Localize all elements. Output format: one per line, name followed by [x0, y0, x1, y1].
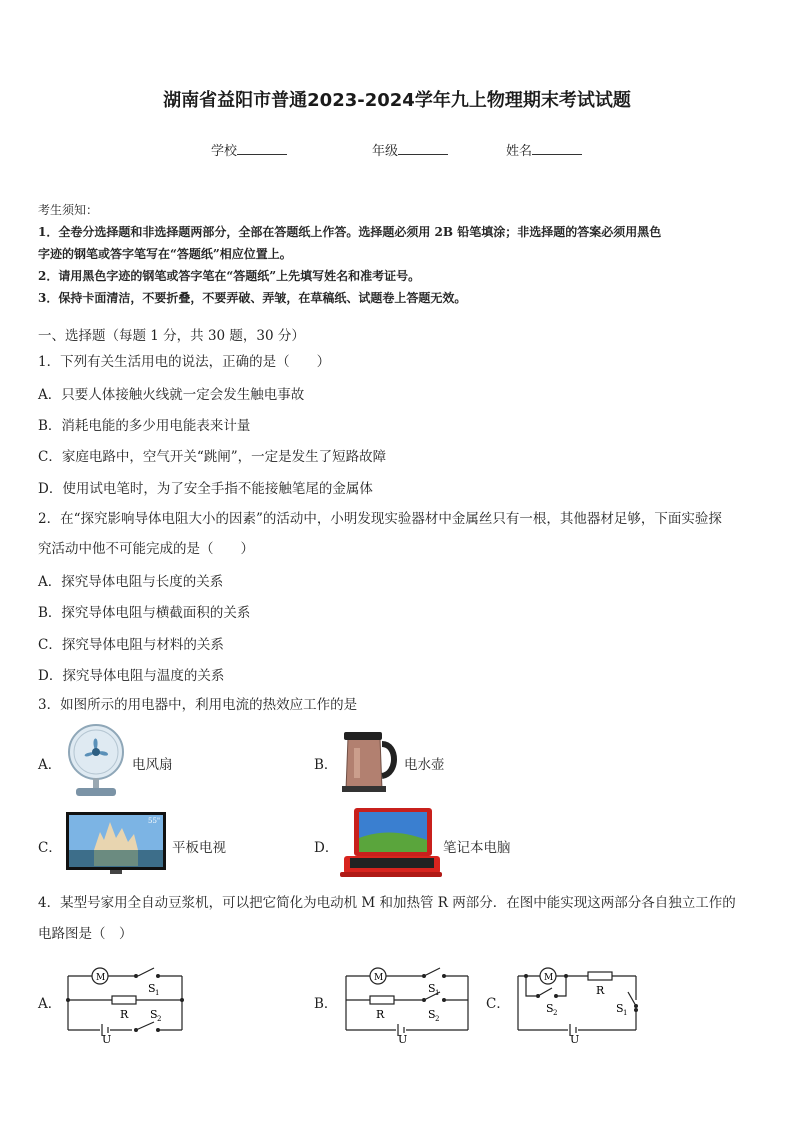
- q2-stem-line-2: 究活动中他不可能完成的是（ ）: [38, 541, 254, 557]
- circuit-b-diagram: [340, 962, 474, 1044]
- circuit-c-s1-label: S: [616, 1002, 624, 1015]
- q4-stem-line-1: 4．某型号家用全自动豆浆机，可以把它简化为电动机 M 和加热管 R 两部分．在图中能实现这两部分各自独立工作的: [38, 895, 736, 911]
- circuit-a-s2-sub: 2: [157, 1015, 162, 1023]
- circuit-c-s2-sub: 2: [553, 1009, 558, 1017]
- q1-option-c: C．家庭电路中，空气开关“跳闸”，一定是发生了短路故障: [38, 449, 387, 465]
- q2-option-b: B．探究导体电阻与横截面积的关系: [38, 605, 251, 621]
- q1-stem: 1．下列有关生活用电的说法，正确的是（ ）: [38, 354, 331, 370]
- school-blank: [237, 142, 287, 155]
- circuit-b-s2-sub: 2: [435, 1015, 440, 1023]
- q2-option-a: A．探究导体电阻与长度的关系: [38, 574, 224, 590]
- flat-tv-image: [64, 810, 168, 878]
- page-title: 湖南省益阳市普通2023-2024学年九上物理期末考试试题: [163, 90, 631, 111]
- q1-option-a: A．只要人体接触火线就一定会发生触电事故: [38, 387, 305, 403]
- school-field: [211, 140, 287, 159]
- grade-label: 年级: [372, 144, 399, 159]
- name-label: 姓名: [506, 144, 533, 159]
- grade-blank: [398, 142, 448, 155]
- circuit-b-s2-label: S: [428, 1008, 436, 1021]
- circuit-a-s1-sub: 1: [155, 989, 160, 997]
- circuit-a-s1-label: S: [148, 982, 156, 995]
- notice-block: [38, 199, 760, 309]
- notice-line-1: 1．全卷分选择题和非选择题两部分，全部在答题纸上作答。选择题必须用 2B 铅笔填涂；非选择题的答案必须用黑色: [38, 225, 662, 239]
- circuit-b-s1-label: S: [428, 982, 436, 995]
- notice-line-4: 3．保持卡面清洁，不要折叠，不要弄破、弄皱，在草稿纸、试题卷上答题无效。: [38, 291, 467, 305]
- q2-option-d: D．探究导体电阻与温度的关系: [38, 668, 225, 684]
- q4-option-b-letter: B．: [314, 996, 338, 1012]
- q3-option-b-letter: B．: [314, 757, 338, 773]
- section-heading: 一、选择题（每题 1 分，共 30 题，30 分）: [38, 328, 305, 344]
- q4-stem-line-2: 电路图是（ ）: [38, 926, 133, 942]
- q3-option-d-label: 笔记本电脑: [443, 840, 511, 856]
- circuit-a-s2-label: S: [150, 1008, 158, 1021]
- circuit-a-diagram: [62, 962, 188, 1044]
- q3-option-a-label: 电风扇: [132, 757, 173, 773]
- notice-line-3: 2．请用黑色字迹的钢笔或答字笔在“答题纸”上先填写姓名和准考证号。: [38, 269, 421, 283]
- school-label: 学校: [211, 144, 238, 159]
- electric-fan-image: [62, 722, 130, 800]
- circuit-c-diagram: [512, 962, 642, 1044]
- q3-option-c-letter: C．: [38, 840, 62, 856]
- circuit-c-s2-label: S: [546, 1002, 554, 1015]
- q4-option-c-letter: C．: [486, 996, 510, 1012]
- q3-option-c-label: 平板电视: [172, 840, 226, 856]
- circuit-a-u-label: U: [102, 1033, 112, 1044]
- notice-heading: 考生须知：: [38, 203, 99, 217]
- name-field: [506, 140, 582, 159]
- q2-stem-line-1: 2．在“探究影响导体电阻大小的因素”的活动中，小明发现实验器材中金属丝只有一根，其他器材足够，下面实验探: [38, 511, 722, 527]
- notice-line-2: 字迹的钢笔或答字笔写在“答题纸”相应位置上。: [38, 247, 292, 261]
- name-blank: [532, 142, 582, 155]
- circuit-b-r-label: R: [376, 1008, 385, 1021]
- q3-option-d-letter: D．: [314, 840, 339, 856]
- electric-kettle-image: [338, 724, 404, 796]
- circuit-c-r-label: R: [596, 984, 605, 997]
- q3-option-a-letter: A．: [38, 757, 62, 773]
- circuit-b-u-label: U: [398, 1033, 408, 1044]
- q4-option-a-letter: A．: [38, 996, 62, 1012]
- q3-stem: 3．如图所示的用电器中，利用电流的热效应工作的是: [38, 697, 358, 713]
- q1-option-b: B．消耗电能的多少用电能表来计量: [38, 418, 251, 434]
- circuit-a-motor-label: M: [96, 973, 106, 983]
- circuit-c-s1-sub: 1: [623, 1009, 628, 1017]
- laptop-image: [340, 806, 442, 880]
- tv-size-badge: 55": [148, 817, 161, 825]
- q1-option-d: D．使用试电笔时，为了安全手指不能接触笔尾的金属体: [38, 481, 373, 497]
- circuit-b-s1-sub: 1: [435, 989, 440, 997]
- circuit-b-motor-label: M: [374, 973, 384, 983]
- circuit-c-motor-label: M: [544, 973, 554, 983]
- grade-field: [372, 140, 448, 159]
- q2-option-c: C．探究导体电阻与材料的关系: [38, 637, 224, 653]
- circuit-a-r-label: R: [120, 1008, 129, 1021]
- q3-option-b-label: 电水壶: [404, 757, 445, 773]
- circuit-c-u-label: U: [570, 1033, 580, 1044]
